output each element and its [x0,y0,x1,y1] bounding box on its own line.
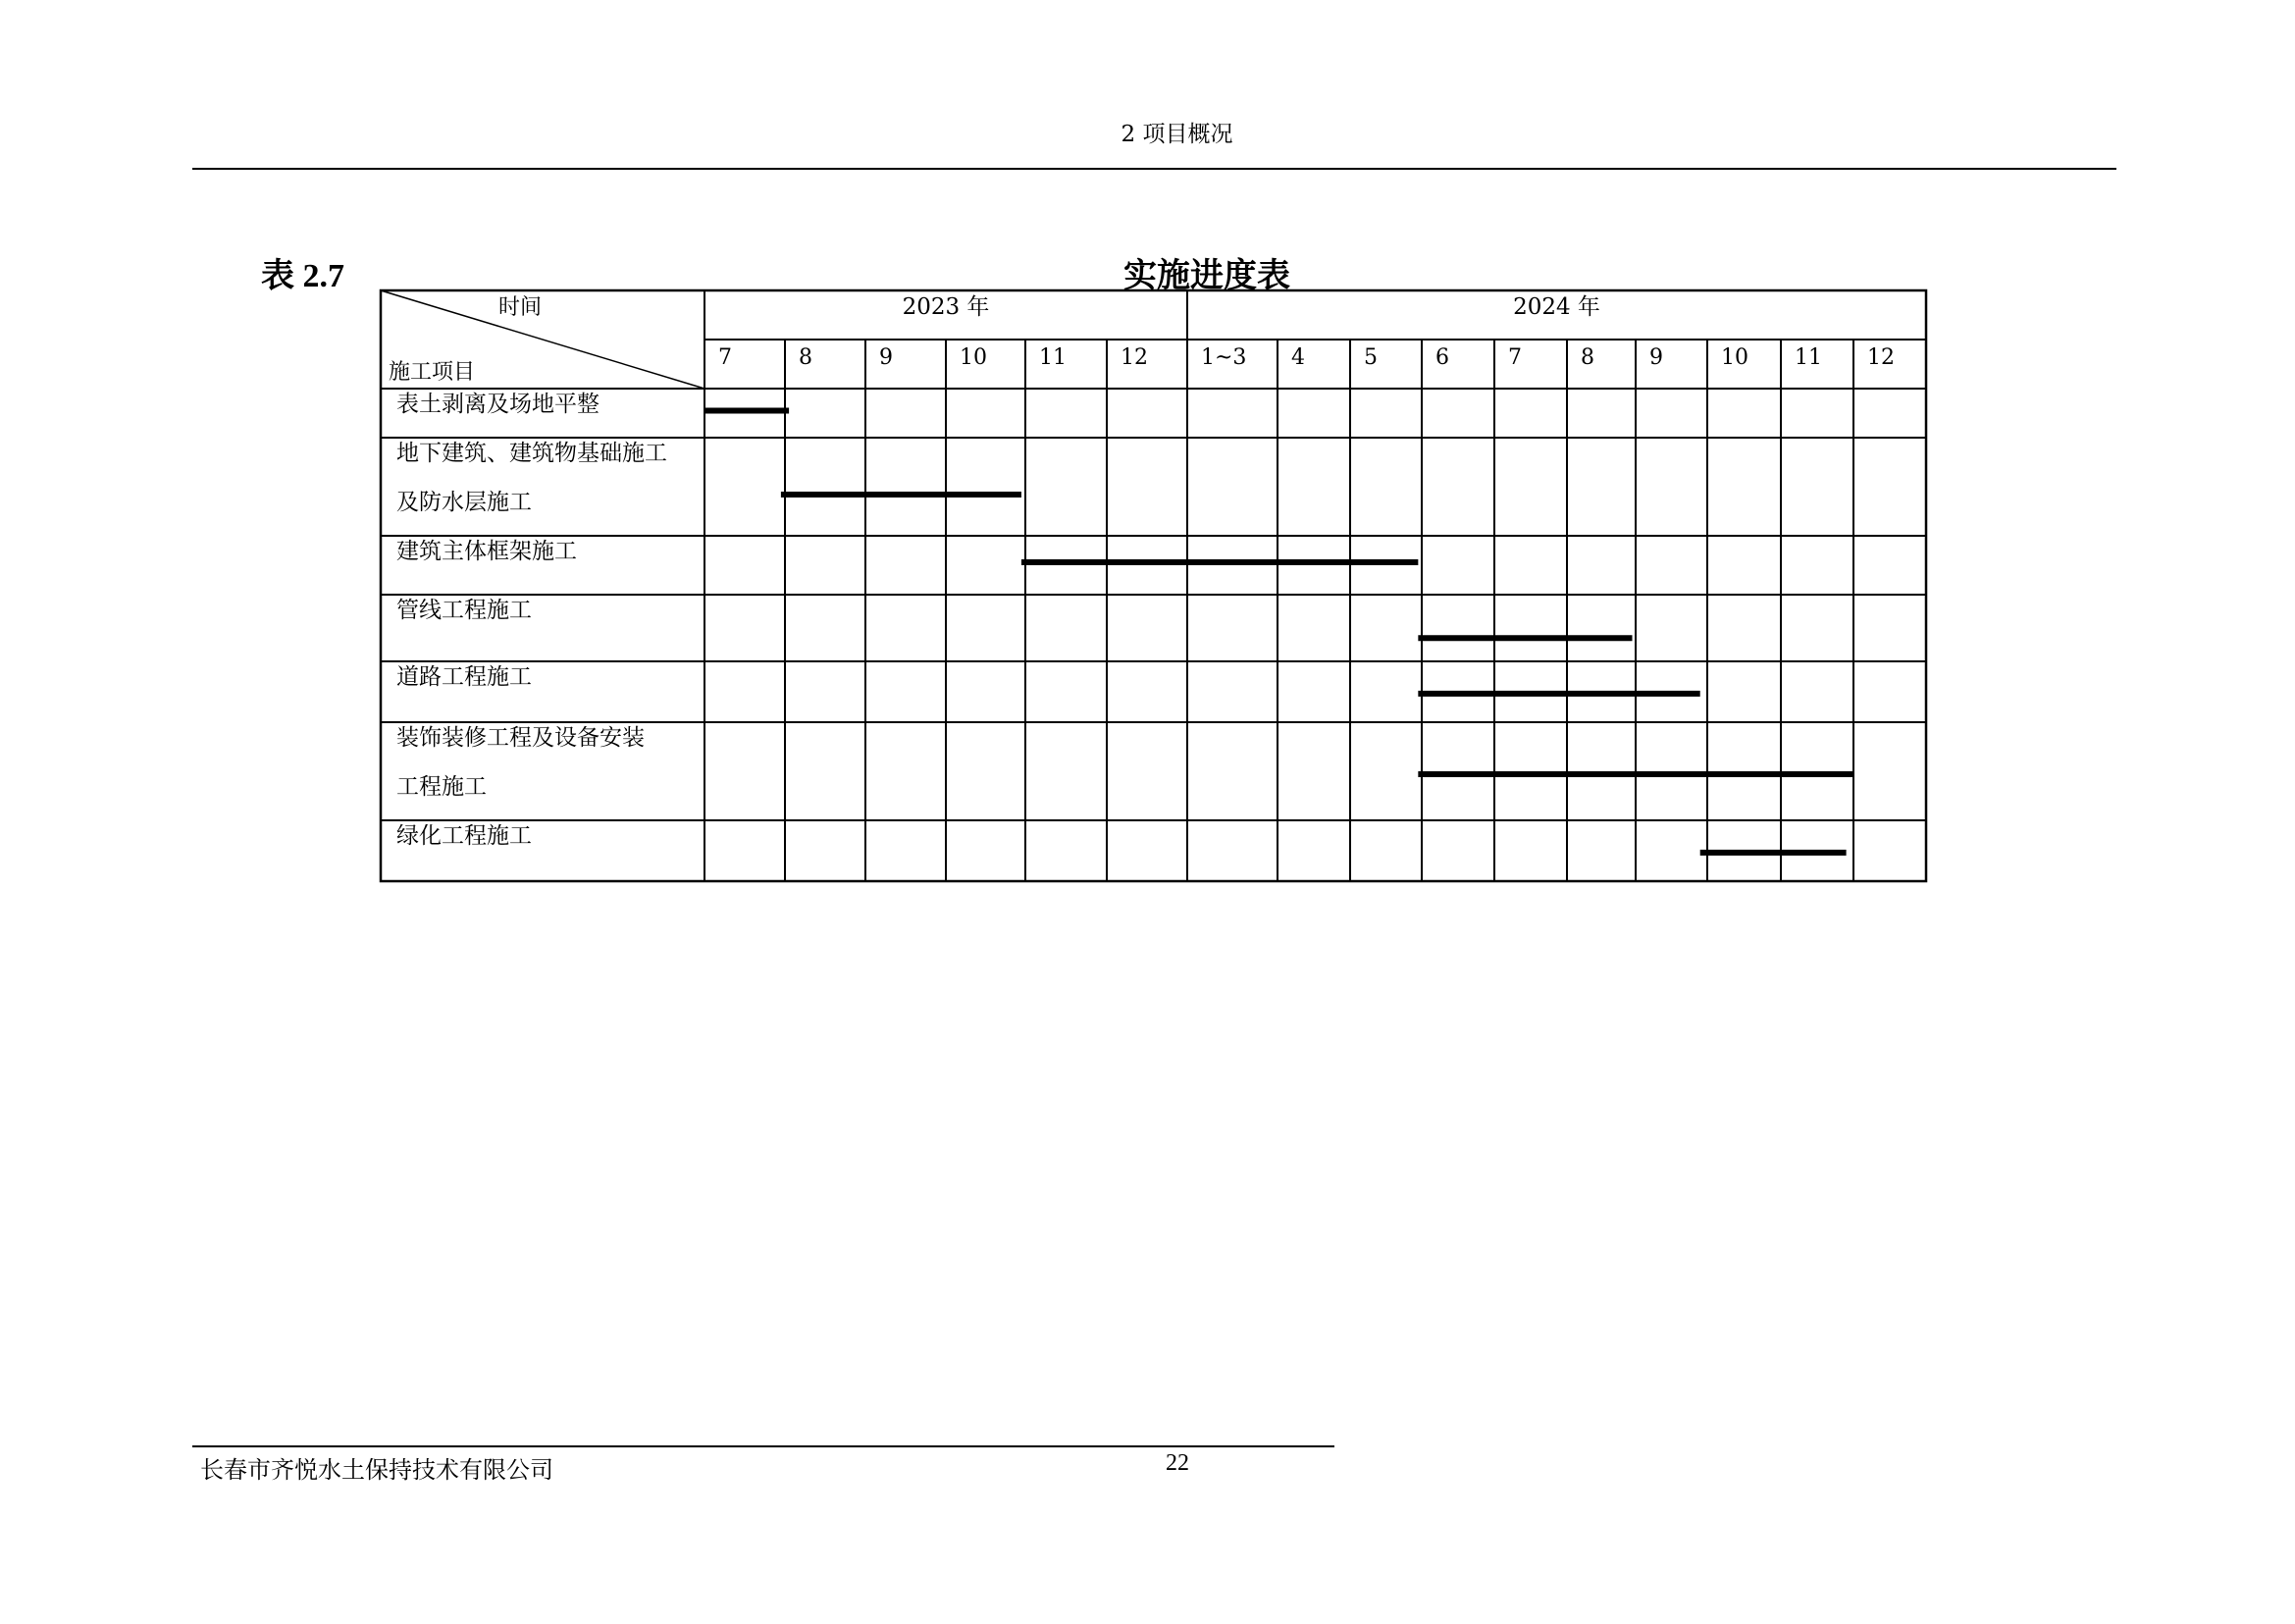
month-header: 5 [1364,345,1378,370]
month-header: 10 [960,345,987,370]
task-name: 道路工程施工 [396,664,532,690]
corner-task-label: 施工项目 [389,360,476,385]
month-header: 12 [1867,345,1895,370]
month-header: 10 [1721,345,1748,370]
month-header: 11 [1039,345,1067,370]
year-header: 2024 年 [1513,294,1600,320]
table-title: 实施进度表 [1123,256,1290,295]
month-header: 11 [1795,345,1822,370]
section-header: 2 项目概况 [1121,122,1233,147]
month-header: 1~3 [1201,345,1247,370]
month-header: 8 [799,345,812,370]
month-header: 7 [1508,345,1522,370]
year-header: 2023 年 [902,294,990,320]
month-header: 12 [1121,345,1148,370]
task-name: 地下建筑、建筑物基础施工 [396,441,667,466]
footer-company: 长春市齐悦水土保持技术有限公司 [200,1456,553,1484]
task-name: 装饰装修工程及设备安装 [396,725,645,751]
month-header: 7 [718,345,732,370]
month-header: 4 [1291,345,1305,370]
task-name: 绿化工程施工 [396,823,532,849]
month-header: 9 [879,345,893,370]
month-header: 9 [1649,345,1663,370]
table-label: 表 2.7 [261,258,344,294]
footer-rule [192,1445,1334,1447]
task-name: 表土剥离及场地平整 [396,392,600,417]
task-name: 及防水层施工 [396,490,532,515]
month-header: 8 [1581,345,1594,370]
month-header: 6 [1435,345,1449,370]
task-name: 建筑主体框架施工 [396,539,577,564]
table-border [381,290,1926,881]
task-name: 工程施工 [396,774,487,800]
page-number: 22 [1166,1450,1189,1476]
corner-time-label: 时间 [497,295,543,320]
task-name: 管线工程施工 [396,598,532,623]
